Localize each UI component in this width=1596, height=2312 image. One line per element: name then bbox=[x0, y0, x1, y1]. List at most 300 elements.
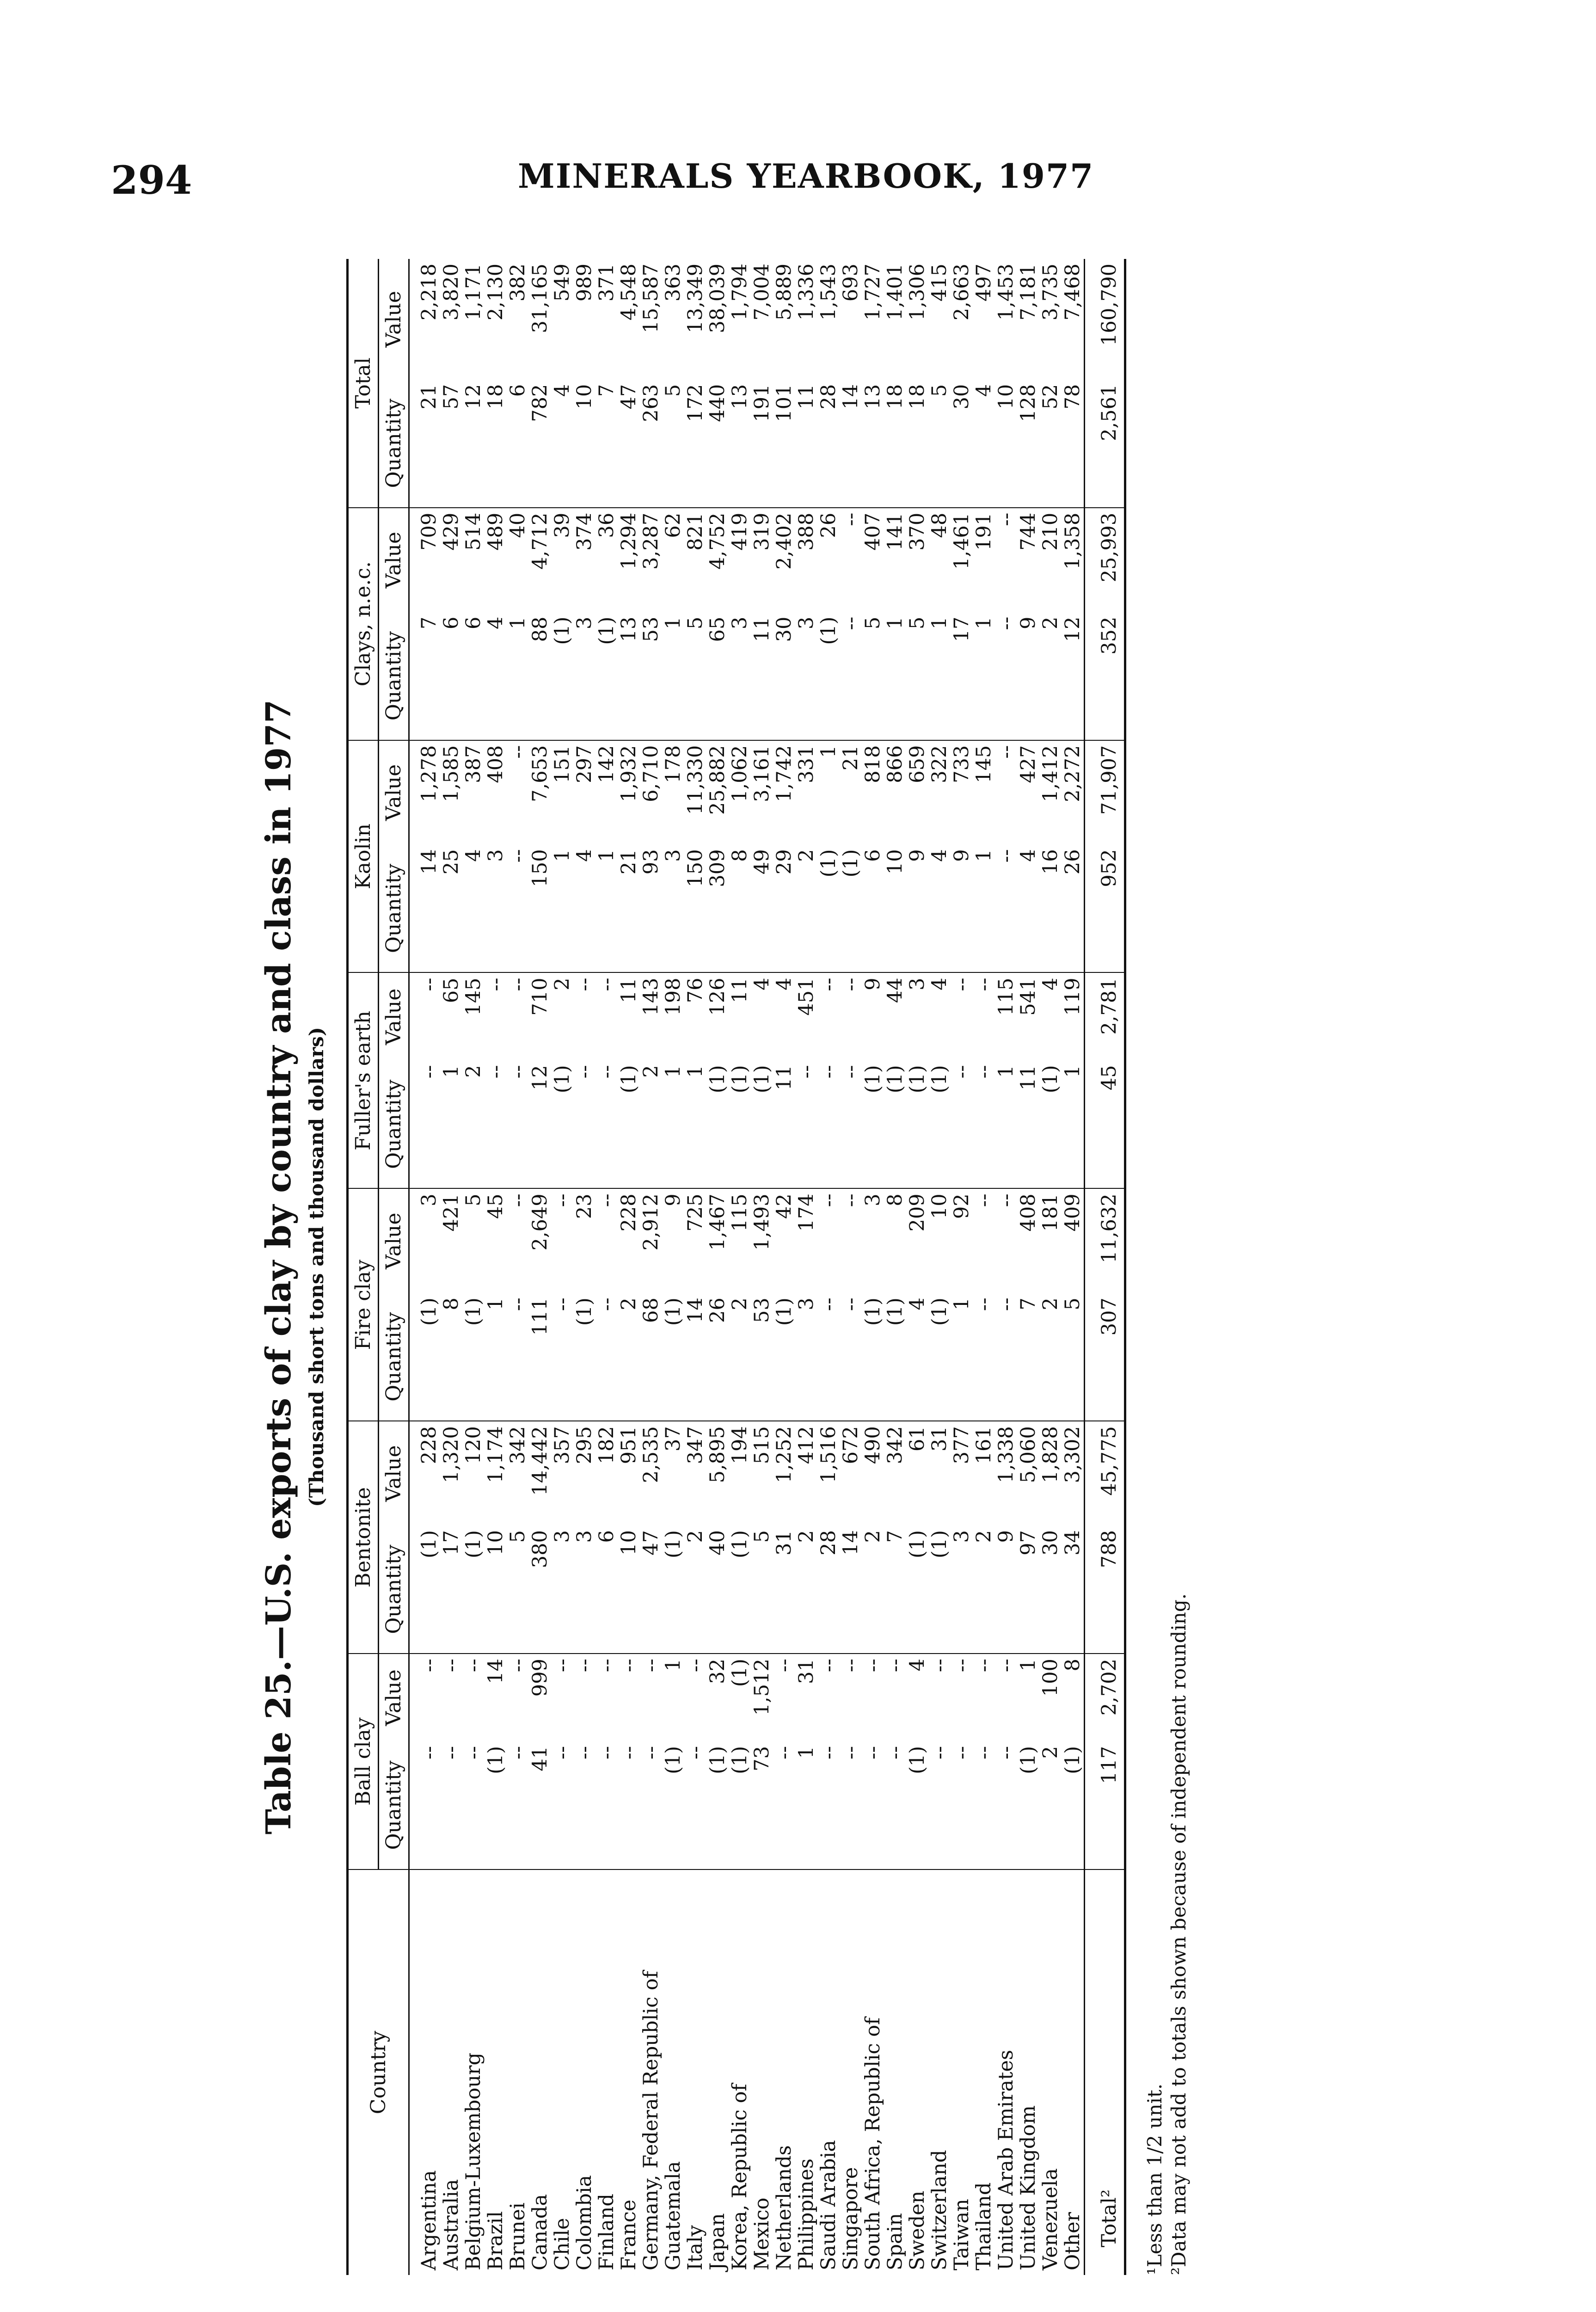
value-cell: 4,712 bbox=[528, 512, 552, 570]
quantity-cell: 93 bbox=[640, 844, 662, 972]
value-header: Value bbox=[379, 1421, 409, 1525]
quantity-cell: 10 bbox=[573, 380, 595, 508]
quantity-cell: 1 bbox=[595, 844, 618, 972]
value-cell: 13,349 bbox=[684, 264, 707, 333]
table-row bbox=[462, 259, 485, 2275]
quantity-cell: 7 bbox=[409, 612, 441, 740]
value-cell: -- bbox=[928, 1659, 951, 1673]
quantity-cell: -- bbox=[507, 844, 529, 972]
value-cell: 14,442 bbox=[528, 1426, 552, 1496]
quantity-cell: 172 bbox=[684, 380, 706, 508]
value-cell: 37 bbox=[662, 1426, 685, 1451]
value-header: Value bbox=[379, 973, 409, 1061]
value-cell: 412 bbox=[795, 1426, 818, 1464]
value-cell: 709 bbox=[417, 512, 441, 551]
quantity-cell: (1) bbox=[462, 1525, 485, 1654]
value-cell: 297 bbox=[573, 745, 596, 783]
quantity-cell: 3 bbox=[662, 844, 684, 972]
quantity-cell: (1) bbox=[1039, 1060, 1062, 1188]
total-label: Total² bbox=[1085, 1869, 1125, 2275]
value-cell: 161 bbox=[972, 1426, 995, 1464]
value-cell: 21 bbox=[839, 745, 862, 771]
value-cell: -- bbox=[839, 1193, 862, 1207]
quantity-cell: 21 bbox=[618, 844, 640, 972]
value-cell: 6,710 bbox=[639, 745, 663, 802]
quantity-cell: 34 bbox=[1062, 1525, 1085, 1654]
country-name: Switzerland bbox=[928, 2150, 951, 2270]
quantity-cell: -- bbox=[928, 1741, 951, 1869]
value-cell: 419 bbox=[728, 512, 751, 551]
value-cell: 421 bbox=[440, 1193, 463, 1232]
quantity-cell: -- bbox=[840, 1741, 862, 1869]
quantity-cell: 97 bbox=[1017, 1525, 1039, 1654]
table-row bbox=[951, 259, 973, 2275]
value-cell: -- bbox=[440, 1659, 463, 1673]
total-cell: 952 bbox=[1085, 844, 1125, 972]
value-cell: 65 bbox=[440, 978, 463, 1003]
country-name: Sweden bbox=[906, 2190, 929, 2270]
quantity-cell: 10 bbox=[995, 380, 1017, 508]
total-cell: 25,993 bbox=[1085, 508, 1125, 612]
value-cell: 331 bbox=[795, 745, 818, 783]
group-header-bentonite: Bentonite bbox=[348, 1421, 379, 1654]
quantity-cell: 263 bbox=[640, 380, 662, 508]
quantity-cell: 12 bbox=[462, 380, 485, 508]
value-cell: 126 bbox=[706, 978, 729, 1016]
quantity-cell: (1) bbox=[817, 844, 840, 972]
value-cell: 42 bbox=[773, 1193, 796, 1219]
total-row bbox=[1085, 259, 1125, 2275]
value-cell: -- bbox=[817, 1659, 840, 1673]
quantity-cell: 6 bbox=[507, 380, 529, 508]
value-cell: 23 bbox=[573, 1193, 596, 1219]
quantity-cell: 11 bbox=[1017, 1060, 1039, 1188]
quantity-cell: 14 bbox=[840, 380, 862, 508]
value-cell: -- bbox=[595, 1193, 618, 1207]
quantity-cell: 21 bbox=[409, 380, 441, 508]
value-cell: -- bbox=[417, 1659, 441, 1673]
quantity-cell: 10 bbox=[884, 844, 906, 972]
value-cell: 178 bbox=[662, 745, 685, 783]
value-cell: 319 bbox=[750, 512, 773, 551]
value-cell: -- bbox=[972, 1659, 995, 1673]
value-cell: 145 bbox=[972, 745, 995, 783]
value-cell: 10 bbox=[928, 1193, 951, 1219]
quantity-cell: (1) bbox=[906, 1060, 928, 1188]
value-cell: 181 bbox=[1039, 1193, 1062, 1232]
quantity-cell: 73 bbox=[751, 1741, 773, 1869]
quantity-cell: (1) bbox=[928, 1525, 951, 1654]
quantity-cell: 2 bbox=[729, 1293, 751, 1421]
country-name: Canada bbox=[528, 2194, 552, 2270]
value-cell: 1,585 bbox=[440, 745, 463, 802]
table-row bbox=[409, 259, 441, 2275]
value-cell: 5,889 bbox=[773, 264, 796, 321]
value-cell: 1,467 bbox=[706, 1193, 729, 1251]
value-cell: 45 bbox=[484, 1193, 507, 1219]
quantity-cell: 1 bbox=[684, 1060, 706, 1188]
country-name: Finland bbox=[595, 2194, 618, 2270]
value-cell: -- bbox=[639, 1659, 663, 1673]
table-row bbox=[973, 259, 995, 2275]
quantity-cell: 4 bbox=[485, 612, 507, 740]
quantity-cell: 191 bbox=[751, 380, 773, 508]
quantity-cell: 49 bbox=[751, 844, 773, 972]
quantity-cell: 4 bbox=[906, 1293, 928, 1421]
table-row bbox=[485, 259, 507, 2275]
quantity-cell: 3 bbox=[485, 844, 507, 972]
quantity-cell: 128 bbox=[1017, 380, 1039, 508]
table-row bbox=[618, 259, 640, 2275]
table-row bbox=[573, 259, 595, 2275]
table-row bbox=[507, 259, 529, 2275]
quantity-cell: 41 bbox=[529, 1741, 551, 1869]
value-cell: 2,649 bbox=[528, 1193, 552, 1251]
value-cell: 31 bbox=[928, 1426, 951, 1451]
value-cell: 5,060 bbox=[1017, 1426, 1040, 1483]
value-header: Value bbox=[379, 740, 409, 845]
value-cell: 1,174 bbox=[484, 1426, 507, 1483]
quantity-cell: 12 bbox=[529, 1060, 551, 1188]
footnotes bbox=[1143, 259, 1191, 2275]
value-cell: 9 bbox=[662, 1193, 685, 1206]
table-row bbox=[440, 259, 462, 2275]
quantity-cell: 2 bbox=[684, 1525, 706, 1654]
value-cell: 409 bbox=[1061, 1193, 1084, 1232]
quantity-cell: 1 bbox=[662, 612, 684, 740]
value-cell: 1,543 bbox=[817, 264, 840, 321]
country-name: Belgium-Luxembourg bbox=[462, 2053, 485, 2270]
table-row bbox=[640, 259, 662, 2275]
value-cell: 210 bbox=[1039, 512, 1062, 551]
quantity-cell: (1) bbox=[409, 1293, 441, 1421]
quantity-header: Quantity bbox=[379, 844, 409, 972]
value-cell: 371 bbox=[595, 264, 618, 302]
quantity-cell: -- bbox=[995, 612, 1017, 740]
quantity-cell: -- bbox=[973, 1060, 995, 1188]
quantity-cell: 5 bbox=[507, 1525, 529, 1654]
value-cell: 198 bbox=[662, 978, 685, 1016]
total-cell: 45 bbox=[1085, 1060, 1125, 1188]
value-cell: 2,912 bbox=[639, 1193, 663, 1251]
country-name: Guatemala bbox=[662, 2161, 685, 2270]
value-cell: 1,336 bbox=[795, 264, 818, 321]
quantity-cell: 3 bbox=[795, 1293, 817, 1421]
value-cell: 489 bbox=[484, 512, 507, 551]
table-row bbox=[773, 259, 795, 2275]
value-cell: 76 bbox=[684, 978, 707, 1003]
quantity-cell: -- bbox=[595, 1293, 618, 1421]
table-row bbox=[1017, 259, 1039, 2275]
value-cell: 2,218 bbox=[417, 264, 441, 321]
value-cell: 3,820 bbox=[440, 264, 463, 321]
quantity-cell: 18 bbox=[906, 380, 928, 508]
quantity-cell: 11 bbox=[795, 380, 817, 508]
value-cell: -- bbox=[506, 1193, 529, 1207]
quantity-cell: 1 bbox=[973, 844, 995, 972]
total-cell: 2,781 bbox=[1085, 973, 1125, 1061]
quantity-cell: 57 bbox=[440, 380, 462, 508]
value-cell: -- bbox=[861, 1659, 884, 1673]
quantity-cell: (1) bbox=[1017, 1741, 1039, 1869]
value-cell: 388 bbox=[795, 512, 818, 551]
country-name: Korea, Republic of bbox=[728, 2084, 751, 2270]
quantity-cell: -- bbox=[595, 1060, 618, 1188]
running-head: MINERALS YEARBOOK, 1977 bbox=[518, 156, 1094, 196]
value-cell: 1,461 bbox=[950, 512, 973, 570]
value-cell: 145 bbox=[462, 978, 485, 1016]
table-row bbox=[1062, 259, 1085, 2275]
quantity-cell: 3 bbox=[573, 1525, 595, 1654]
value-cell: 382 bbox=[506, 264, 529, 302]
quantity-cell: 18 bbox=[884, 380, 906, 508]
quantity-cell: -- bbox=[840, 612, 862, 740]
value-cell: 142 bbox=[595, 745, 618, 783]
quantity-cell: (1) bbox=[618, 1060, 640, 1188]
quantity-cell: 1 bbox=[995, 1060, 1017, 1188]
country-name: Taiwan bbox=[950, 2199, 973, 2270]
value-cell: 1 bbox=[662, 1659, 685, 1672]
quantity-cell: 14 bbox=[684, 1293, 706, 1421]
quantity-cell: 7 bbox=[595, 380, 618, 508]
quantity-cell: 88 bbox=[529, 612, 551, 740]
quantity-cell: 40 bbox=[706, 1525, 729, 1654]
value-cell: -- bbox=[994, 1193, 1018, 1207]
quantity-cell: (1) bbox=[1062, 1741, 1085, 1869]
value-cell: 31 bbox=[795, 1659, 818, 1684]
value-cell: 11,330 bbox=[684, 745, 707, 815]
value-cell: 100 bbox=[1039, 1659, 1062, 1697]
quantity-cell: 4 bbox=[573, 844, 595, 972]
value-cell: 4,752 bbox=[706, 512, 729, 570]
quantity-cell: 3 bbox=[795, 612, 817, 740]
value-cell: 490 bbox=[861, 1426, 884, 1464]
value-cell: 3 bbox=[417, 1193, 441, 1206]
value-cell: 5 bbox=[462, 1193, 485, 1206]
value-cell: 2,535 bbox=[639, 1426, 663, 1483]
quantity-header: Quantity bbox=[379, 1525, 409, 1654]
value-cell: 1,512 bbox=[750, 1659, 773, 1716]
country-name: Spain bbox=[884, 2213, 907, 2270]
value-cell: 408 bbox=[1017, 1193, 1040, 1232]
quantity-cell: -- bbox=[995, 844, 1017, 972]
quantity-header: Quantity bbox=[379, 1293, 409, 1421]
quantity-cell: 2 bbox=[1039, 1293, 1062, 1421]
value-cell: 48 bbox=[928, 512, 951, 538]
value-cell: 3,735 bbox=[1039, 264, 1062, 321]
value-cell: 387 bbox=[462, 745, 485, 783]
value-cell: 38,039 bbox=[706, 264, 729, 333]
quantity-cell: 6 bbox=[462, 612, 485, 740]
total-cell: 71,907 bbox=[1085, 740, 1125, 845]
value-cell: 2 bbox=[551, 978, 574, 990]
value-cell: -- bbox=[839, 1659, 862, 1673]
value-cell: -- bbox=[994, 1659, 1018, 1673]
quantity-cell: 2 bbox=[640, 1060, 662, 1188]
value-cell: -- bbox=[972, 1193, 995, 1207]
value-cell: -- bbox=[817, 978, 840, 991]
quantity-cell: 5 bbox=[862, 612, 884, 740]
quantity-cell: 1 bbox=[795, 1741, 817, 1869]
quantity-cell: 101 bbox=[773, 380, 795, 508]
value-cell: 1,794 bbox=[728, 264, 751, 321]
quantity-cell: 28 bbox=[817, 1525, 840, 1654]
country-name: Thailand bbox=[972, 2182, 995, 2270]
total-cell: 788 bbox=[1085, 1525, 1125, 1654]
quantity-cell: (1) bbox=[928, 1060, 951, 1188]
value-cell: 672 bbox=[839, 1426, 862, 1464]
country-name: Netherlands bbox=[773, 2145, 796, 2270]
quantity-cell: 1 bbox=[951, 1293, 973, 1421]
value-cell: 322 bbox=[928, 745, 951, 783]
value-cell: -- bbox=[595, 1659, 618, 1673]
quantity-cell: -- bbox=[462, 1741, 485, 1869]
quantity-cell: (1) bbox=[662, 1741, 684, 1869]
quantity-cell: -- bbox=[773, 1741, 795, 1869]
value-cell: 2,402 bbox=[773, 512, 796, 570]
value-cell: 40 bbox=[506, 512, 529, 538]
value-cell: 25,882 bbox=[706, 745, 729, 815]
quantity-header: Quantity bbox=[379, 380, 409, 508]
quantity-cell: 11 bbox=[751, 612, 773, 740]
value-cell: 342 bbox=[506, 1426, 529, 1464]
value-cell: 1,320 bbox=[440, 1426, 463, 1483]
quantity-cell: 47 bbox=[640, 1525, 662, 1654]
quantity-cell: 13 bbox=[862, 380, 884, 508]
quantity-cell: -- bbox=[840, 1293, 862, 1421]
quantity-cell: (1) bbox=[462, 1293, 485, 1421]
value-cell: (1) bbox=[728, 1659, 751, 1687]
value-cell: 1,727 bbox=[861, 264, 884, 321]
quantity-cell: 1 bbox=[884, 612, 906, 740]
value-cell: 989 bbox=[573, 264, 596, 302]
table-row bbox=[529, 259, 551, 2275]
country-name: Venezuela bbox=[1039, 2168, 1062, 2270]
quantity-cell: 10 bbox=[485, 1525, 507, 1654]
quantity-cell: 8 bbox=[440, 1293, 462, 1421]
quantity-cell: 78 bbox=[1062, 380, 1085, 508]
value-header: Value bbox=[379, 259, 409, 380]
quantity-cell: -- bbox=[507, 1060, 529, 1188]
quantity-cell: 380 bbox=[529, 1525, 551, 1654]
quantity-cell: 6 bbox=[862, 844, 884, 972]
value-cell: -- bbox=[551, 1193, 574, 1207]
quantity-cell: 31 bbox=[773, 1525, 795, 1654]
value-cell: -- bbox=[617, 1659, 640, 1673]
value-cell: 3,161 bbox=[750, 745, 773, 802]
value-cell: 7,653 bbox=[528, 745, 552, 802]
quantity-cell: -- bbox=[573, 1741, 595, 1869]
group-header-kaolin: Kaolin bbox=[348, 740, 379, 973]
value-cell: -- bbox=[551, 1659, 574, 1673]
quantity-cell: -- bbox=[995, 1293, 1017, 1421]
value-cell: -- bbox=[994, 512, 1018, 526]
value-cell: 1,453 bbox=[994, 264, 1018, 321]
quantity-cell: (1) bbox=[928, 1293, 951, 1421]
value-cell: -- bbox=[839, 978, 862, 991]
quantity-cell: 26 bbox=[1062, 844, 1085, 972]
value-cell: 710 bbox=[528, 978, 552, 1016]
quantity-cell: 6 bbox=[595, 1525, 618, 1654]
value-cell: 415 bbox=[928, 264, 951, 302]
quantity-cell: (1) bbox=[595, 612, 618, 740]
value-cell: 209 bbox=[906, 1193, 929, 1232]
table-row bbox=[906, 259, 928, 2275]
value-cell: -- bbox=[839, 512, 862, 526]
quantity-cell: 1 bbox=[928, 612, 951, 740]
quantity-cell: (1) bbox=[773, 1293, 795, 1421]
quantity-cell: -- bbox=[951, 1060, 973, 1188]
footnote-1: ¹Less than 1/2 unit. bbox=[1143, 2083, 1166, 2275]
quantity-cell: -- bbox=[973, 1293, 995, 1421]
table-row bbox=[1039, 259, 1062, 2275]
value-cell: 733 bbox=[950, 745, 973, 783]
value-cell: 866 bbox=[884, 745, 907, 783]
value-cell: 143 bbox=[639, 978, 663, 1016]
value-cell: -- bbox=[950, 1659, 973, 1673]
quantity-cell: 9 bbox=[1017, 612, 1039, 740]
table-row bbox=[884, 259, 906, 2275]
clay-exports-table bbox=[346, 259, 1126, 2275]
quantity-cell: 9 bbox=[995, 1525, 1017, 1654]
value-cell: 228 bbox=[617, 1193, 640, 1232]
quantity-cell: 1 bbox=[551, 844, 573, 972]
value-cell: 693 bbox=[839, 264, 862, 302]
value-cell: 8 bbox=[884, 1193, 907, 1206]
value-cell: 2,130 bbox=[484, 264, 507, 321]
value-cell: 115 bbox=[994, 978, 1018, 1016]
group-header-row bbox=[348, 259, 379, 2275]
value-cell: 4 bbox=[773, 978, 796, 990]
value-cell: 951 bbox=[617, 1426, 640, 1464]
value-cell: -- bbox=[417, 978, 441, 991]
quantity-cell: (1) bbox=[573, 1293, 595, 1421]
value-cell: 7,004 bbox=[750, 264, 773, 321]
value-cell: -- bbox=[773, 1659, 796, 1673]
quantity-cell: 53 bbox=[640, 612, 662, 740]
quantity-cell: 2 bbox=[1039, 612, 1062, 740]
total-cell: 11,632 bbox=[1085, 1188, 1125, 1293]
table-row bbox=[995, 259, 1017, 2275]
value-cell: -- bbox=[484, 978, 507, 991]
group-header-ball-clay: Ball clay bbox=[348, 1654, 379, 1869]
value-cell: 174 bbox=[795, 1193, 818, 1232]
value-cell: 659 bbox=[906, 745, 929, 783]
value-cell: 407 bbox=[861, 512, 884, 551]
quantity-cell: 2 bbox=[462, 1060, 485, 1188]
total-cell: 2,702 bbox=[1085, 1654, 1125, 1741]
value-cell: 14 bbox=[484, 1659, 507, 1684]
group-header-total: Total bbox=[348, 259, 379, 508]
value-cell: 408 bbox=[484, 745, 507, 783]
group-header-fullers-earth: Fuller's earth bbox=[348, 973, 379, 1189]
country-name: Singapore bbox=[839, 2167, 862, 2270]
quantity-cell: 47 bbox=[618, 380, 640, 508]
value-cell: 451 bbox=[795, 978, 818, 1016]
value-cell: 3 bbox=[861, 1193, 884, 1206]
value-cell: -- bbox=[684, 1659, 707, 1673]
value-cell: 1,493 bbox=[750, 1193, 773, 1251]
value-cell: 228 bbox=[417, 1426, 441, 1464]
value-cell: 497 bbox=[972, 264, 995, 302]
value-cell: 1,358 bbox=[1061, 512, 1084, 570]
quantity-cell: 1 bbox=[507, 612, 529, 740]
quantity-cell: (1) bbox=[551, 1060, 573, 1188]
total-cell: 352 bbox=[1085, 612, 1125, 740]
value-cell: 1,742 bbox=[773, 745, 796, 802]
value-cell: 62 bbox=[662, 512, 685, 538]
value-cell: 4 bbox=[750, 978, 773, 990]
